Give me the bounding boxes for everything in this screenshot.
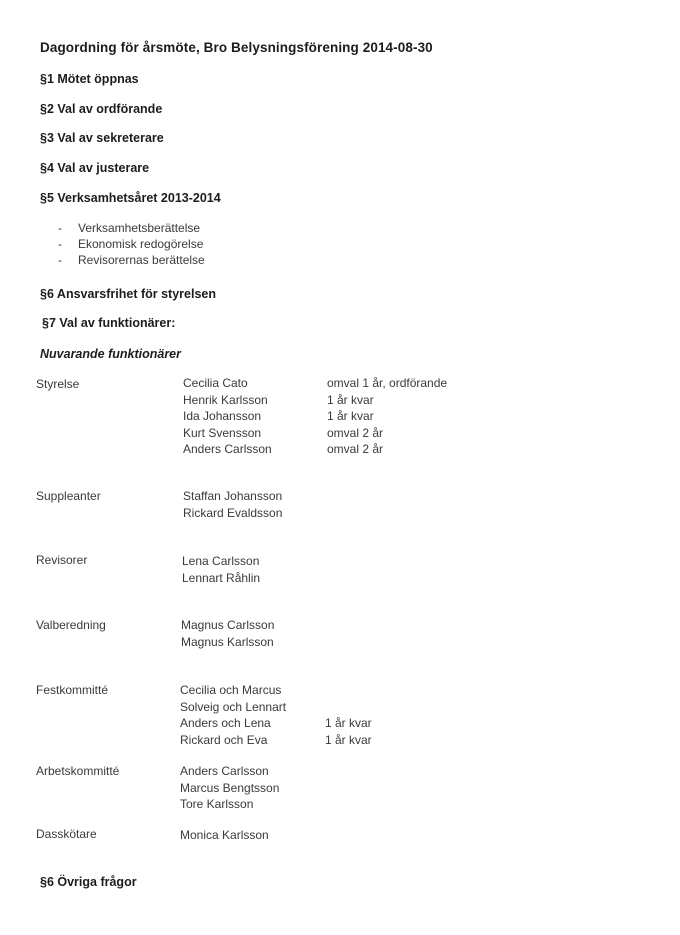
page-title: Dagordning för årsmöte, Bro Belysningsförening 2014-08-30	[40, 40, 433, 55]
term-note: 1 år kvar	[325, 716, 372, 731]
agenda-item-3: §3 Val av sekreterare	[40, 131, 164, 145]
bullet-dash: -	[58, 253, 62, 267]
person-name: Lennart Råhlin	[182, 570, 261, 585]
role-label: Styrelse	[36, 377, 80, 391]
person-name: Cecilia och Marcus	[180, 683, 282, 697]
agenda-item-7: §7 Val av funktionärer:	[42, 316, 176, 330]
person-name: Anders Carlsson	[180, 764, 269, 778]
names-column	[183, 375, 272, 458]
person-name: Rickard Evaldsson	[183, 505, 283, 520]
section-subheading: Nuvarande funktionärer	[40, 347, 182, 361]
names-column	[180, 682, 286, 748]
agenda-item-6: §6 Ansvarsfrihet för styrelsen	[40, 287, 217, 301]
person-name: Ida Johansson	[183, 409, 262, 424]
role-label: Dasskötare	[36, 827, 97, 841]
names-column	[180, 763, 279, 813]
person-name: Monica Karlsson	[180, 828, 269, 842]
term-note: 1 år kvar	[327, 409, 374, 424]
person-name: Lena Carlsson	[182, 554, 260, 568]
person-name: Magnus Carlsson	[181, 618, 275, 632]
person-name: Solveig och Lennart	[180, 699, 287, 714]
agenda-item-2: §2 Val av ordförande	[40, 102, 163, 116]
person-name: Kurt Svensson	[183, 425, 262, 440]
role-label: Arbetskommitté	[36, 764, 120, 778]
role-label: Festkommitté	[36, 683, 109, 697]
agenda-item-other: §6 Övriga frågor	[40, 875, 137, 889]
term-note: omval 1 år, ordförande	[327, 376, 448, 390]
person-name: Anders Carlsson	[183, 442, 272, 457]
sub-item-label: Verksamhetsberättelse	[78, 221, 201, 235]
notes-column	[327, 375, 447, 458]
sub-item-verksamhet	[58, 221, 200, 235]
role-label: Suppleanter	[36, 489, 101, 503]
person-name: Marcus Bengtsson	[180, 780, 280, 795]
bullet-dash: -	[58, 221, 62, 235]
term-note: omval 2 år	[327, 425, 384, 440]
agenda-item-5: §5 Verksamhetsåret 2013-2014	[40, 191, 221, 205]
term-note	[325, 699, 372, 716]
agenda-item-1: §1 Mötet öppnas	[40, 72, 139, 86]
sub-item-ekonomi	[58, 237, 203, 251]
sub-item-label: Revisorernas berättelse	[78, 253, 205, 267]
names-column	[181, 617, 274, 650]
bullet-dash: -	[58, 237, 62, 251]
role-label: Revisorer	[36, 553, 88, 567]
names-column	[183, 488, 282, 521]
role-label: Valberedning	[36, 618, 106, 632]
term-note: 1 år kvar	[327, 392, 374, 407]
person-name: Rickard och Eva	[180, 732, 268, 747]
agenda-item-4: §4 Val av justerare	[40, 161, 150, 175]
person-name: Anders och Lena	[180, 716, 271, 731]
person-name: Tore Karlsson	[180, 797, 254, 812]
term-note	[325, 682, 372, 699]
names-column	[180, 827, 269, 844]
person-name: Henrik Karlsson	[183, 392, 268, 407]
sub-item-revision	[58, 253, 205, 267]
names-column	[182, 553, 260, 586]
term-note: omval 2 år	[327, 442, 384, 457]
person-name: Magnus Karlsson	[181, 634, 274, 649]
sub-item-label: Ekonomisk redogörelse	[78, 237, 204, 251]
person-name: Cecilia Cato	[183, 376, 248, 390]
person-name: Staffan Johansson	[183, 489, 283, 503]
term-note: 1 år kvar	[325, 732, 372, 747]
notes-column	[325, 682, 372, 748]
